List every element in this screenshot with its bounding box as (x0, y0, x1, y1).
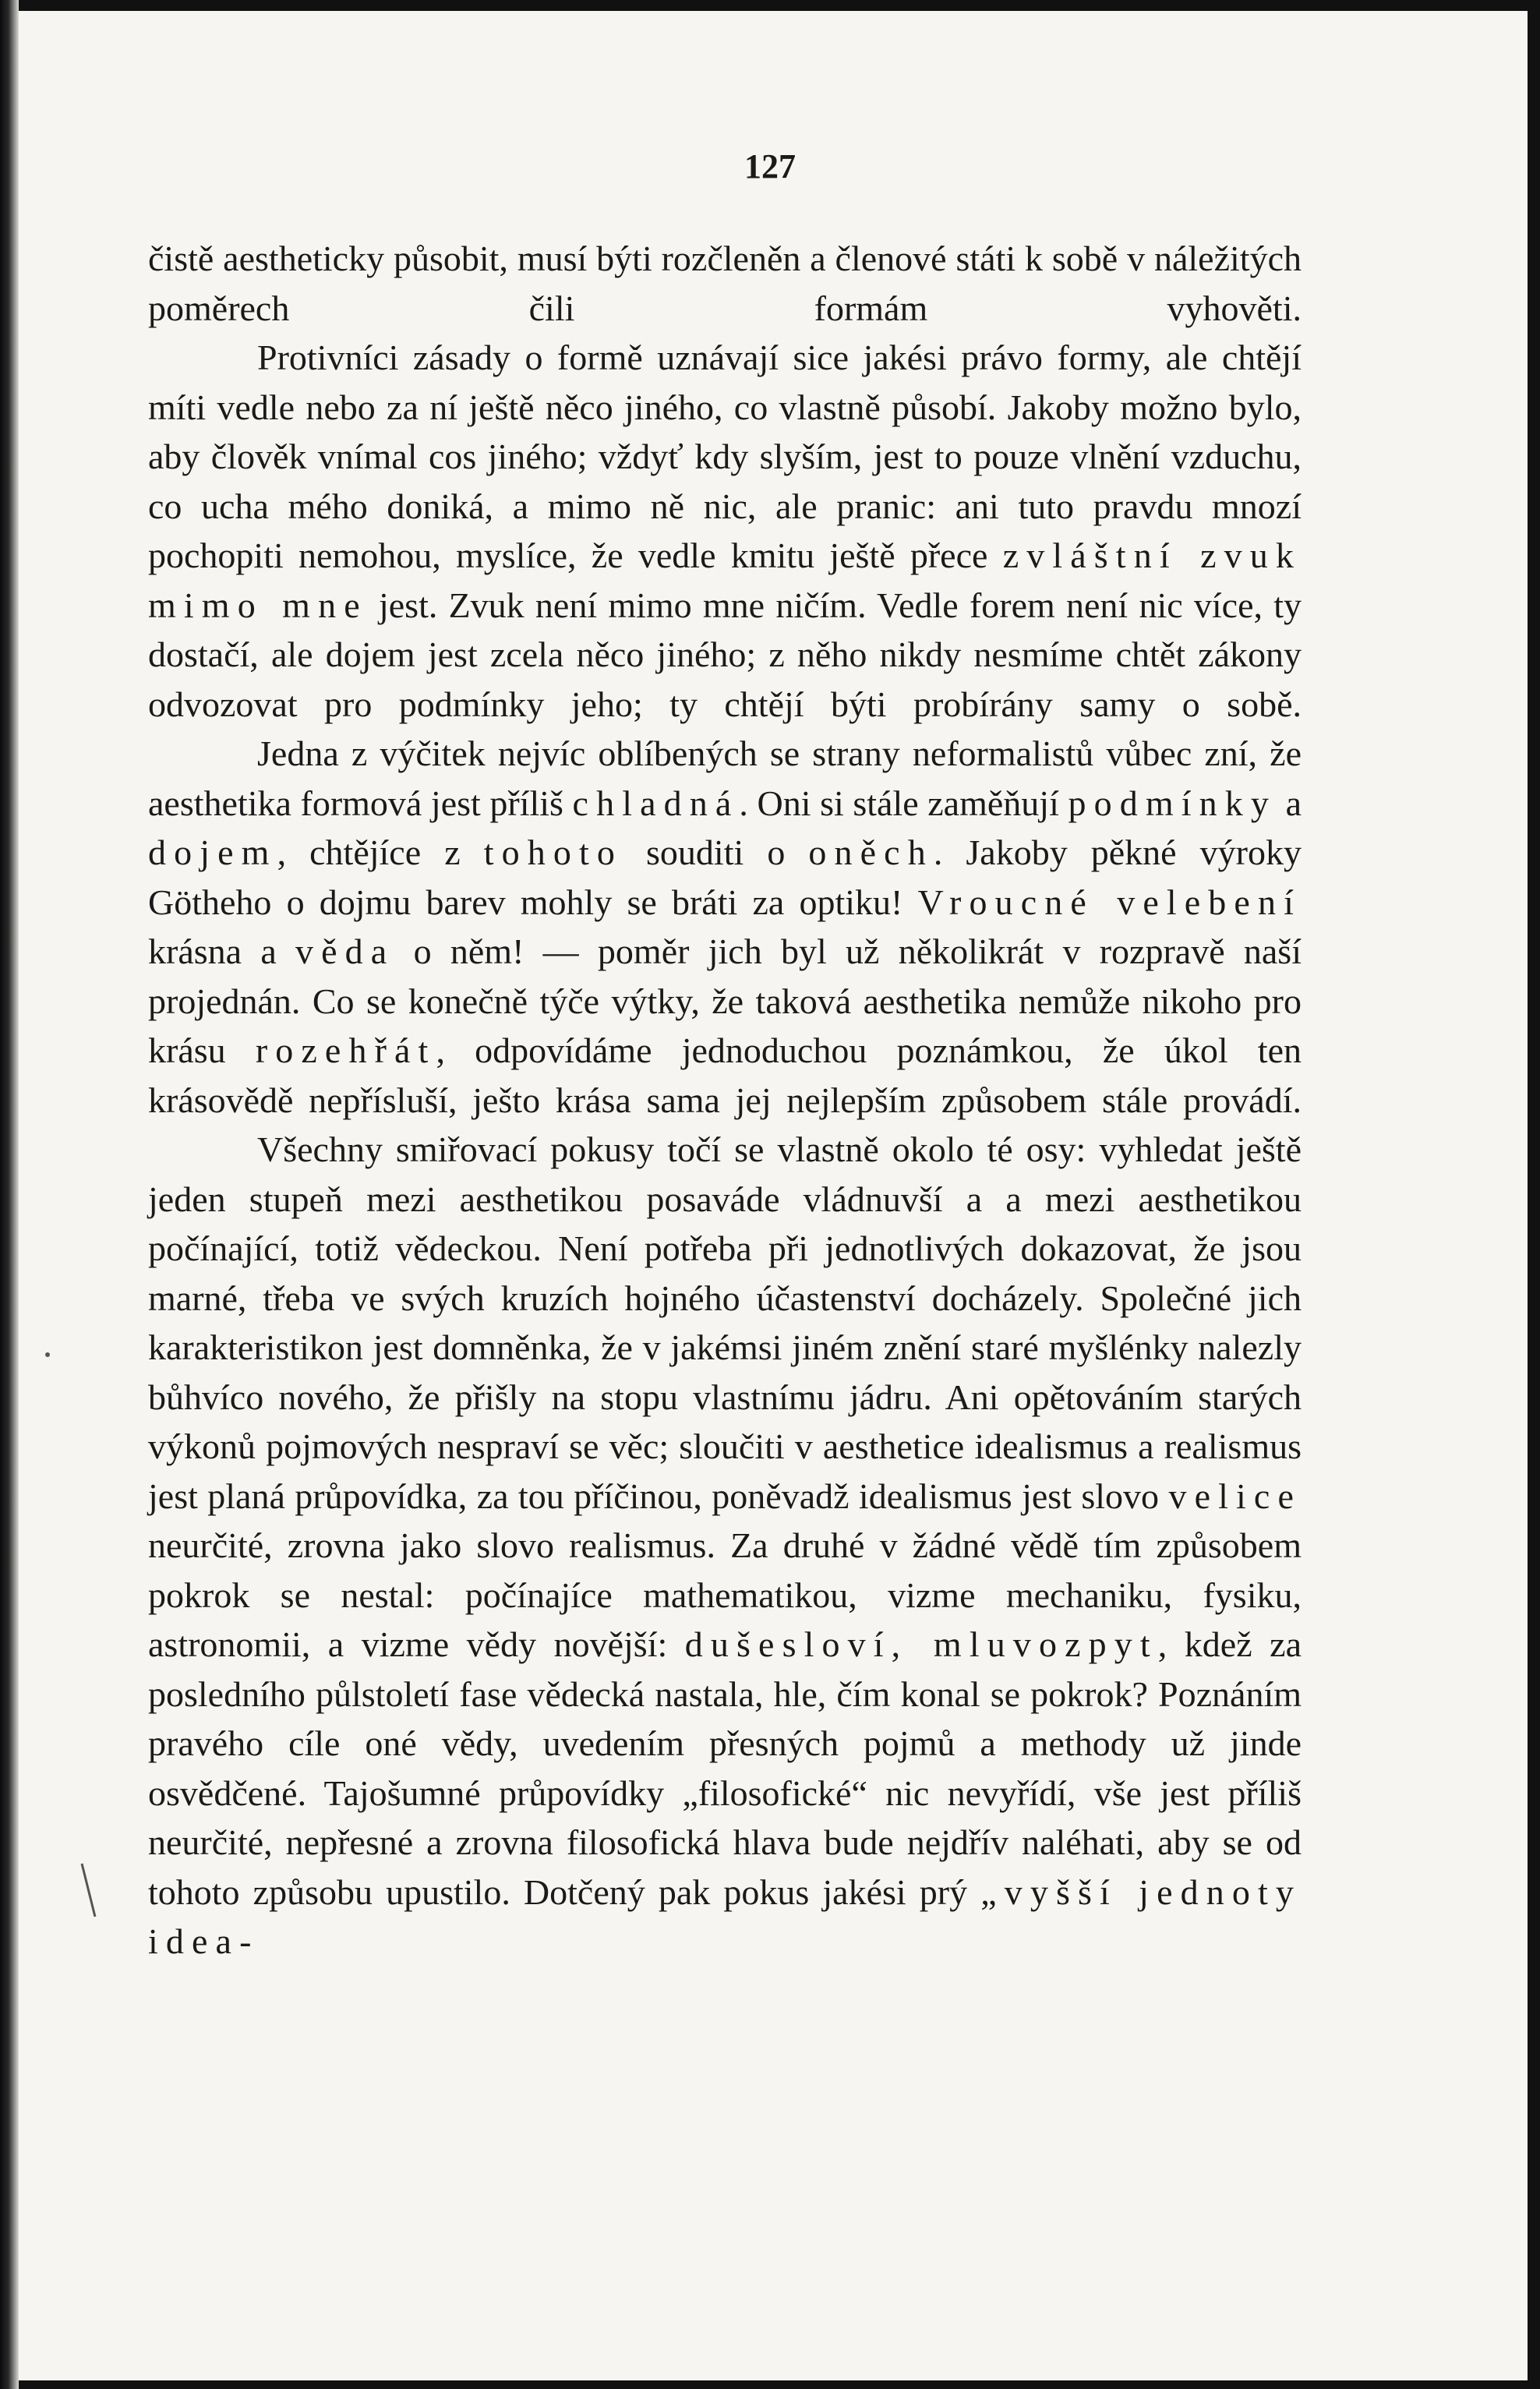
scan-artifact (45, 1352, 50, 1357)
paragraph-4 (148, 1125, 1302, 1967)
body-text (148, 234, 1302, 1967)
emphasis-text: „vyšší jednoty idea- (148, 1871, 1302, 1961)
emphasis-text: oněch (808, 832, 934, 872)
paragraph-2-text: jest. Zvuk není mimo mne ničím. Vedle forem není nic více, ty dostačí, ale dojem jest zcela něco jiného; z něho nikdy nesmíme chtět zákony odvozovat pro podmínky jeho; ty chtějí býti probírány samy o sobě. (148, 585, 1302, 724)
emphasis-text: dušesloví, mluvozpyt (684, 1624, 1158, 1664)
paragraph-4-text: , kdež za posledního půlstoletí fase vědecká nastala, hle, čím konal se pokrok? Poznáním pravého cíle oné vědy, uvedením přesných pojmů a methody už jinde osvědčené. Tajošumné průpovídky „filosofické“ nic nevyřídí, vše jest příliš neurčité, nepřesné a zrovna filosofická hlava bude nejdřív naléhati, aby se od tohoto způsobu upustilo. Dotčený pak pokus jakési prý (148, 1624, 1302, 1912)
emphasis-text: tohoto (483, 832, 623, 872)
paragraph-2 (148, 333, 1302, 729)
emphasis-text: podmínky (1068, 783, 1277, 823)
page-number: 127 (744, 147, 796, 186)
paragraph-3-text: , odpovídáme jednoduchou poznámkou, že úkol ten krásovědě nepřísluší, ješto krása sama jej nejlepším způsobem stále provádí. (148, 1030, 1302, 1120)
paragraph-3-text: . Jakoby pěkné výroky Götheho o dojmu barev mohly se bráti za optiku! (148, 832, 1302, 922)
emphasis-text: Vroucné velebení (917, 882, 1302, 922)
paragraph-3-text: o něm! — poměr jich byl už několikrát v rozpravě naší projednán. Co se konečně týče výtky, že taková aesthetika nemůže nikoho pro krásu (148, 931, 1302, 1070)
paragraph-3-text: Jedna z výčitek nejvíc oblíbených se strany neformalistů vůbec zní, že aesthetika formová jest příliš (148, 733, 1302, 823)
emphasis-text: rozehřát (255, 1030, 436, 1070)
paragraph-4-text: Všechny smiřovací pokusy točí se vlastně okolo té osy: vyhledat ještě jeden stupeň mezi aesthetikou posaváde vládnuvší a a mezi aesthetikou počínající, totiž vědeckou. Není potřeba při jednotlivých dokazovat, že jsou marné, třeba ve svých kruzích hojného účastenství docházely. Společné jich karakteristikon jest domněnka, že v jakémsi jiném znění staré myšlénky nalezly bůhvíco nového, že přišly na stopu vlastnímu jádru. Ani opětováním starých výkonů pojmových nespraví se věc; sloučiti v aesthetice idealismus a realismus jest planá průpovídka, za tou příčinou, poněvadž idealismus jest slovo (148, 1129, 1302, 1516)
paragraph-1: čistě aestheticky působit, musí býti rozčleněn a členové státi k sobě v náležitých poměrech čili formám vyhověti. (148, 239, 1302, 328)
paragraph-3-text: souditi o (622, 832, 809, 872)
paragraph-4-text: neurčité, zrovna jako slovo realismus. Za druhé v žádné vědě tím způsobem pokrok se nestal: počínajíce mathematikou, vizme mechaniku, fysiku, astronomii, a vizme vědy novější: (148, 1525, 1302, 1664)
paragraph-3-text: krásna a (148, 931, 296, 971)
paragraph-3-text: a (1276, 783, 1302, 823)
emphasis-text: dojem (148, 832, 277, 872)
paragraph-2-text: Protivníci zásady o formě uznávají sice jakési právo formy, ale chtějí míti vedle nebo za ní ještě něco jiného, co vlastně působí. Jakoby možno bylo, aby člověk vnímal cos jiného; vždyť kdy slyším, jest to pouze vlnění vzduchu, co ucha mého doniká, a mimo ně nic, ale pranic: ani tuto pravdu mnozí pochopiti nemohou, myslíce, že vedle kmitu ještě přece (148, 337, 1302, 575)
paragraph-3 (148, 729, 1302, 1125)
scan-left-edge (0, 0, 19, 2389)
emphasis-text: věda (295, 931, 395, 971)
paragraph-3-text: . Oni si stále zaměňují (739, 783, 1068, 823)
emphasis-text: zvláštní zvuk mimo mne (148, 535, 1302, 625)
emphasis-text: velice (1168, 1475, 1302, 1516)
emphasis-text: chladná (572, 783, 740, 823)
paragraph-3-text: , chtějíce z (277, 832, 484, 872)
